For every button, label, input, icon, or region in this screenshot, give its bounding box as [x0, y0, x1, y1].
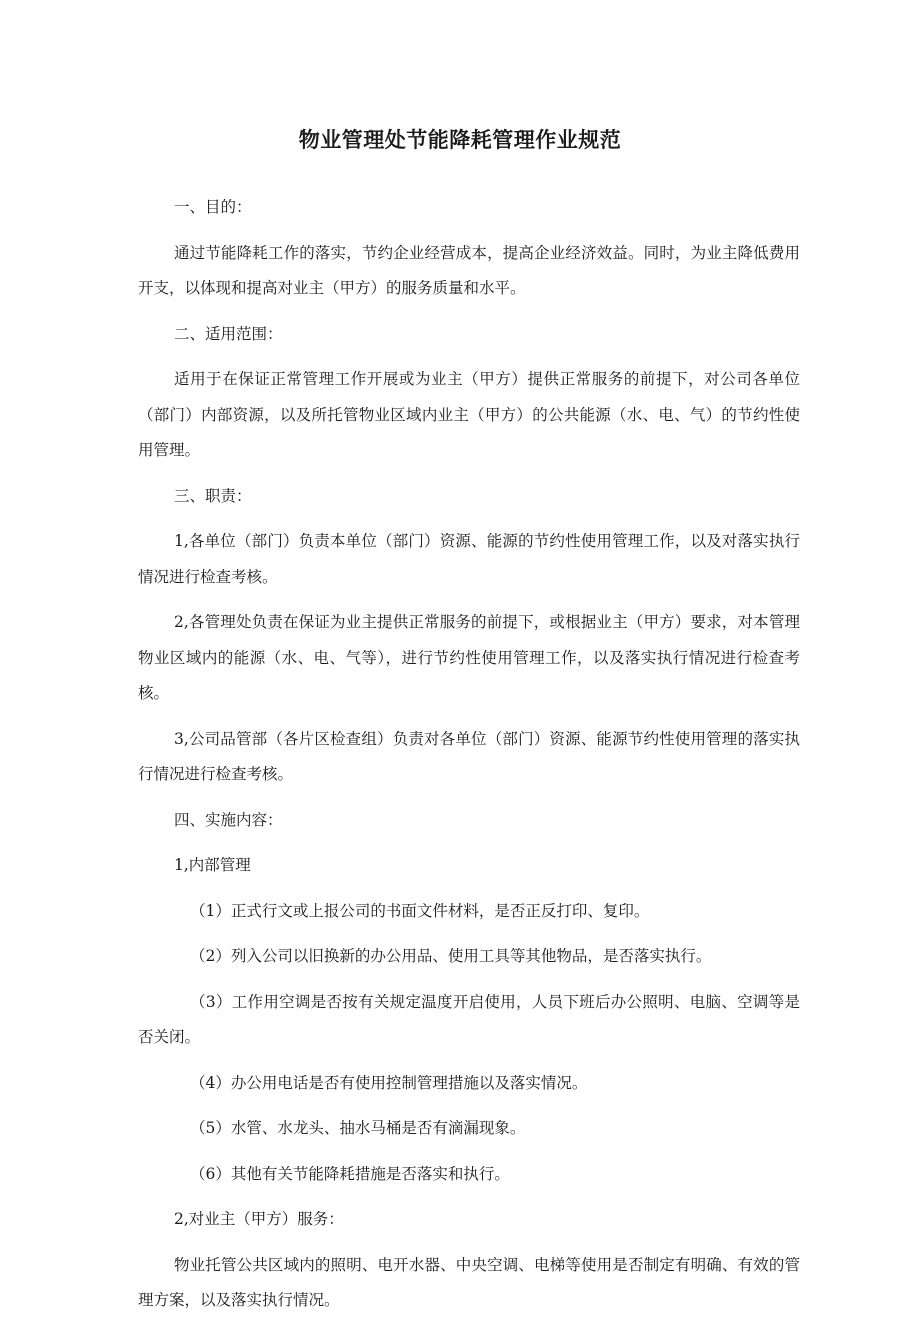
section-heading-implementation: 四、实施内容： [174, 810, 283, 829]
list-item-internal-6: （6）其他有关节能降耗措施是否落实和执行。 [190, 1164, 510, 1183]
list-item-internal-1: （1）正式行文或上报公司的书面文件材料，是否正反打印、复印。 [190, 901, 650, 920]
subheading-owner-service: 2,对业主（甲方）服务： [174, 1210, 344, 1228]
paragraph-purpose: 通过节能降耗工作的落实，节约企业经营成本，提高企业经济效益。同时，为业主降低费用开支，以体现和提高对业主（甲方）的服务质量和水平。 [138, 243, 800, 297]
list-item-internal-4: （4）办公用电话是否有使用控制管理措施以及落实情况。 [190, 1073, 588, 1092]
list-item-internal-5: （5）水管、水龙头、抽水马桶是否有滴漏现象。 [190, 1119, 526, 1137]
section-heading-scope: 二、适用范围： [174, 324, 283, 343]
paragraph-owner-service: 物业托管公共区域内的照明、电开水器、中央空调、电梯等使用是否制定有明确、有效的管理方案，以及落实执行情况。 [138, 1255, 800, 1309]
paragraph-scope: 适用于在保证正常管理工作开展或为业主（甲方）提供正常服务的前提下，对公司各单位（部门）内部资源，以及所托管物业区域内业主（甲方）的公共能源（水、电、气）的节约性使用管理。 [138, 370, 800, 459]
document-body [138, 190, 800, 1329]
subheading-internal-management: 1,内部管理 [174, 856, 251, 874]
document-title: 物业管理处节能降耗管理作业规范 [298, 128, 622, 152]
section-heading-purpose: 一、目的： [174, 198, 252, 216]
paragraph-responsibility-1: 1,各单位（部门）负责本单位（部门）资源、能源的节约性使用管理工作，以及对落实执行情况进行检查考核。 [138, 532, 800, 586]
list-item-internal-3: （3）工作用空调是否按有关规定温度开启使用，人员下班后办公照明、电脑、空调等是否关闭。 [138, 992, 800, 1046]
paragraph-responsibility-3: 3,公司品管部（各片区检查组）负责对各单位（部门）资源、能源节约性使用管理的落实执行情况进行检查考核。 [138, 729, 800, 783]
list-item-internal-2: （2）列入公司以旧换新的办公用品、使用工具等其他物品，是否落实执行。 [190, 947, 712, 965]
paragraph-responsibility-2: 2,各管理处负责在保证为业主提供正常服务的前提下，或根据业主（甲方）要求，对本管理物业区域内的能源（水、电、气等），进行节约性使用管理工作，以及落实执行情况进行检查考核。 [138, 613, 800, 702]
section-heading-responsibilities: 三、职责： [174, 486, 252, 505]
